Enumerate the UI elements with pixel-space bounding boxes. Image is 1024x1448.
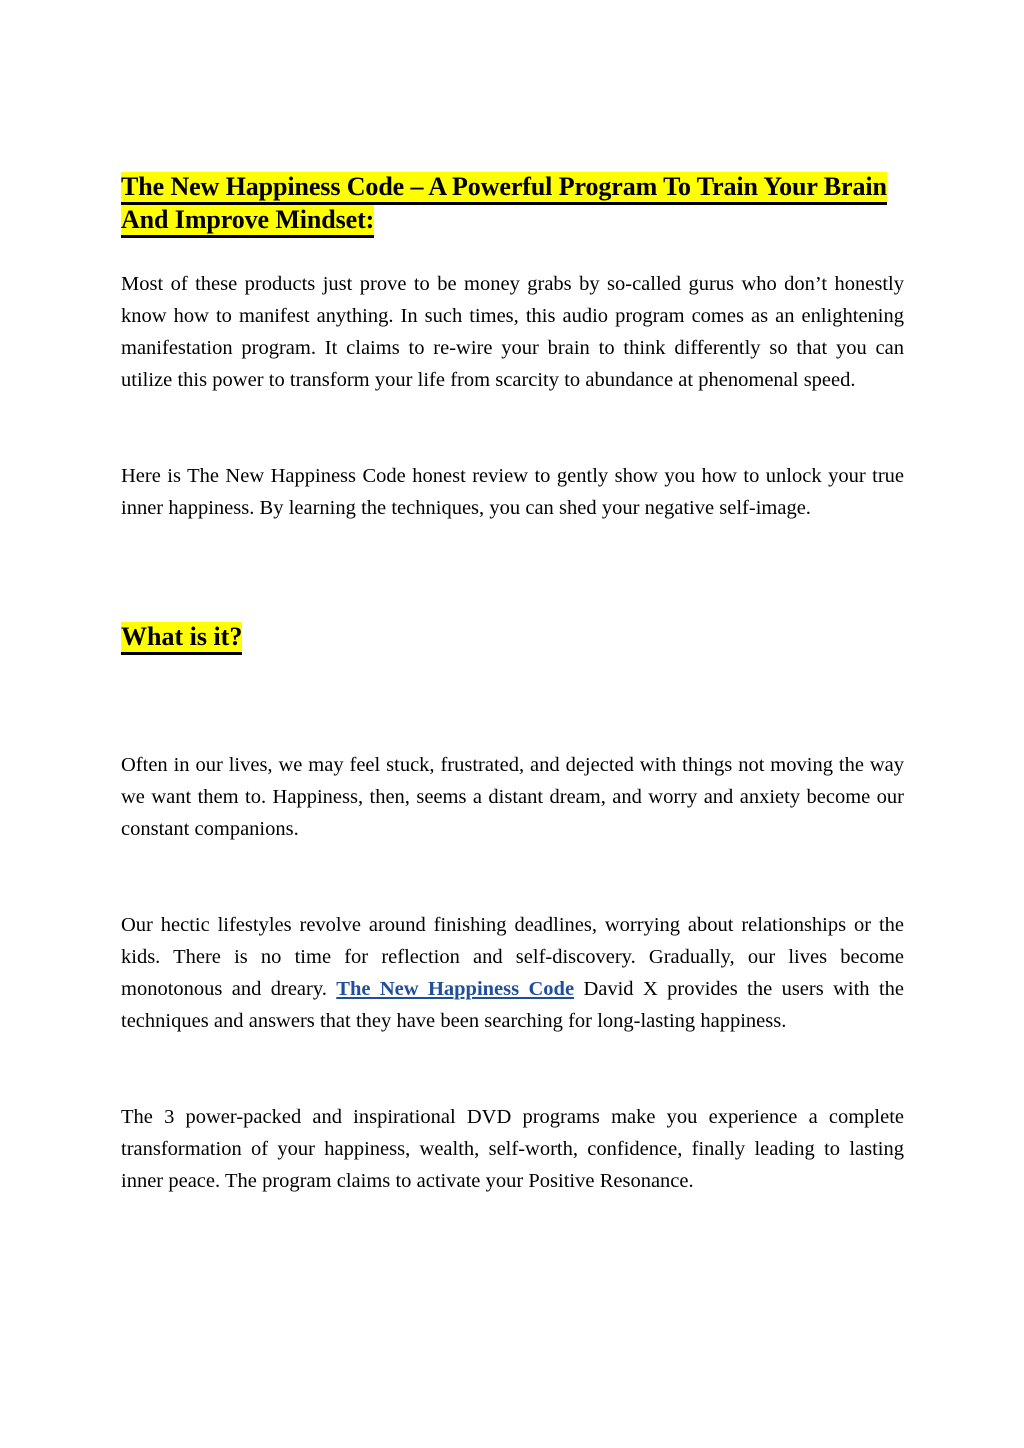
paragraph-stuck: Often in our lives, we may feel stuck, frustrated, and dejected with things not moving the way we want them to. Happiness, then, seems a distant dream, and worry and anxiety become our constant companions. — [121, 754, 904, 840]
page-title-highlight: The New Happiness Code – A Powerful Program To Train Your Brain And Improve Mindset: — [121, 172, 887, 238]
spacer — [121, 653, 904, 749]
paragraph-dvd: The 3 power-packed and inspirational DVD programs make you experience a complete transformation of your happiness, wealth, self-worth, confidence, finally leading to lasting inner peace. The program claims to activate your Positive Resonance. — [121, 1106, 904, 1192]
page-title — [121, 170, 904, 236]
spacer — [121, 1037, 904, 1101]
paragraph-intro: Most of these products just prove to be money grabs by so-called gurus who don’t honestly know how to manifest anything. In such times, this audio program comes as an enlightening manifestation program. It claims to re-wire your brain to think differently so that you can utilize this power to transform your life from scarcity to abundance at phenomenal speed. — [121, 273, 904, 391]
section-heading-highlight: What is it? — [121, 622, 242, 655]
paragraph-hectic-text-before: Our hectic lifestyles revolve around finishing deadlines, worrying about relationships or the kids. There is no time for reflection and self-discovery. Gradually, our lives become monotonous and dreary. — [121, 914, 904, 1000]
paragraph-hectic — [121, 909, 904, 1037]
spacer — [121, 396, 904, 460]
link-the-new-happiness-code[interactable]: The New Happiness Code — [336, 978, 575, 1000]
spacer — [121, 236, 904, 268]
spacer — [121, 524, 904, 620]
document-content — [121, 170, 904, 1197]
spacer — [121, 845, 904, 909]
paragraph-review-note: Here is The New Happiness Code honest review to gently show you how to unlock your true inner happiness. By learning the techniques, you can shed your negative self-image. — [121, 465, 904, 519]
section-heading-what-is-it — [121, 620, 904, 653]
paragraph-hectic-text-after: David X provides the users with the techniques and answers that they have been searching for long-lasting happiness. — [121, 978, 904, 1032]
